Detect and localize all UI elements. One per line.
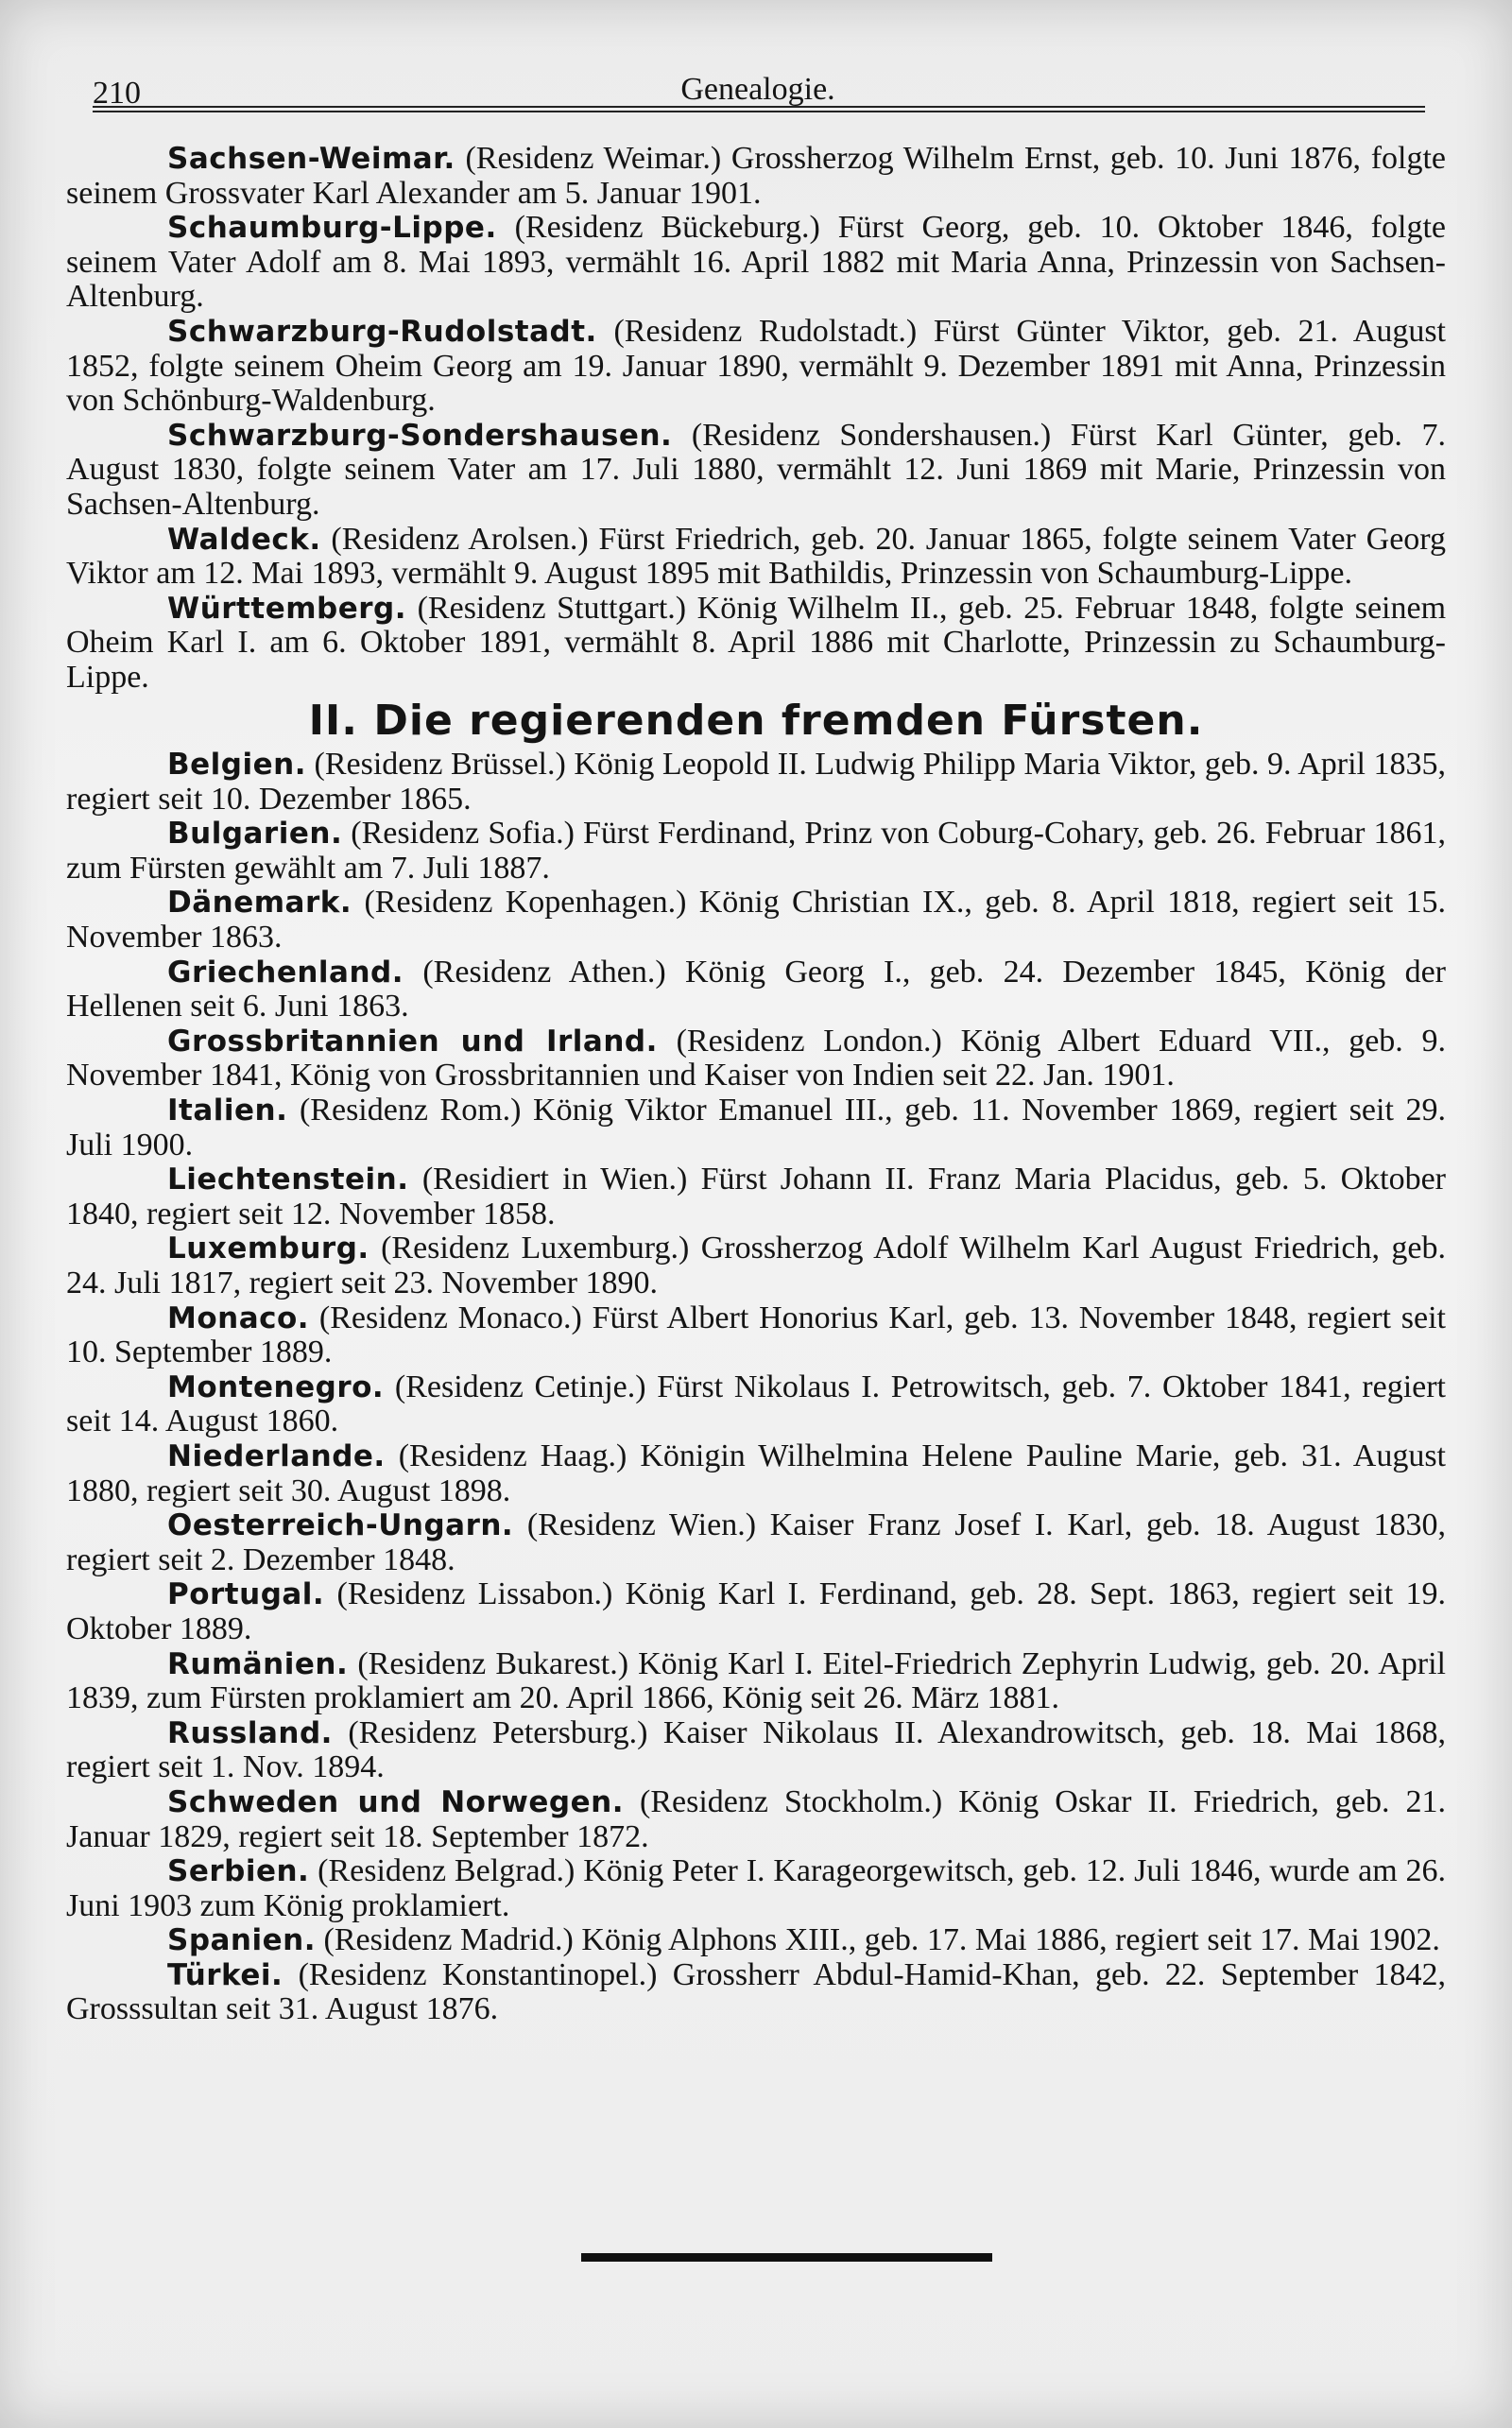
entry-niederlande xyxy=(66,1439,1446,1508)
running-title: Genealogie. xyxy=(680,72,835,107)
country-name: Sachsen-Weimar. xyxy=(167,142,455,176)
entry-text: (Residenz Athen.) König Georg I., geb. 24. Dezember 1845, König der Hellenen seit 6. Juni 1863. xyxy=(66,954,1447,1025)
page-number: 210 xyxy=(93,76,141,111)
country-name: Grossbritannien und Irland. xyxy=(167,1024,658,1059)
entry-wuerttemberg xyxy=(66,592,1446,696)
country-name: Oesterreich-Ungarn. xyxy=(167,1508,514,1543)
entry-text: (Residenz Belgrad.) König Peter I. Karageorgewitsch, geb. 12. Juli 1846, wurde am 26. Juni 1903 zum König proklamiert. xyxy=(66,1853,1446,1923)
entry-text: (Residenz Cetinje.) Fürst Nikolaus I. Petrowitsch, geb. 7. Oktober 1841, regiert seit 14. August 1860. xyxy=(66,1369,1446,1439)
entry-daenemark xyxy=(66,886,1446,955)
entry-serbien xyxy=(66,1854,1446,1923)
country-name: Belgien. xyxy=(167,748,306,783)
country-name: Luxemburg. xyxy=(167,1231,369,1266)
country-name: Griechenland. xyxy=(167,955,404,990)
entry-oesterreich-ungarn xyxy=(66,1508,1446,1577)
entry-text: (Residenz Arolsen.) Fürst Friedrich, geb. 20. Januar 1865, folgte seinem Vater Georg Viktor am 12. Mai 1893, vermählt 9. August 1895 mit Bathildis, Prinzessin von Schaumburg-Lippe. xyxy=(66,521,1446,592)
entry-text: (Residenz London.) König Albert Eduard VII., geb. 9. November 1841, König von Grossbritannien und Kaiser von Indien seit 22. Jan. 1901. xyxy=(66,1023,1446,1093)
country-name: Italien. xyxy=(167,1093,288,1128)
country-name: Rumänien. xyxy=(167,1646,349,1681)
end-rule xyxy=(581,2253,992,2262)
entry-text: (Residenz Luxemburg.) Grossherzog Adolf Wilhelm Karl August Friedrich, geb. 24. Juli 1817, regiert seit 23. November 1890. xyxy=(66,1231,1446,1300)
entry-tuerkei xyxy=(66,1958,1446,2027)
country-name: Montenegro. xyxy=(167,1369,385,1404)
entry-text: (Residenz Stockholm.) König Oskar II. Friedrich, geb. 21. Januar 1829, regiert seit 18. September 1872. xyxy=(66,1783,1446,1854)
header-rule xyxy=(93,106,1425,112)
country-name: Türkei. xyxy=(167,1957,284,1992)
entry-grossbritannien xyxy=(66,1025,1446,1093)
entry-schwarzburg-rudolstadt xyxy=(66,315,1446,419)
text-block xyxy=(66,142,1446,2027)
entry-text: (Residenz Konstantinopel.) Grossherr Abdul-Hamid-Khan, geb. 22. September 1842, Grosssultan seit 31. August 1876. xyxy=(66,1956,1446,2027)
entry-italien xyxy=(66,1093,1446,1162)
entry-schweden-und-norwegen xyxy=(66,1785,1446,1854)
entry-text: (Residenz Weimar.) Grossherzog Wilhelm Ernst, geb. 10. Juni 1876, folgte seinem Grossvater Karl Alexander am 5. Januar 1901. xyxy=(66,141,1447,211)
entry-bulgarien xyxy=(66,817,1446,886)
entry-spanien xyxy=(66,1923,1446,1958)
entry-luxemburg xyxy=(66,1231,1446,1300)
country-name: Russland. xyxy=(167,1715,333,1750)
entry-schaumburg-lippe xyxy=(66,211,1446,315)
country-name: Württemberg. xyxy=(167,591,406,626)
entry-text: (Residenz Bückeburg.) Fürst Georg, geb. 10. Oktober 1846, folgte seinem Vater Adolf am 8. Mai 1893, vermählt 16. April 1882 mit Maria Anna, Prinzessin von Sachsen-Altenburg. xyxy=(66,210,1446,315)
entry-text: (Residenz Kopenhagen.) König Christian IX., geb. 8. April 1818, regiert seit 15. November 1863. xyxy=(66,885,1447,956)
country-name: Dänemark. xyxy=(167,886,352,921)
entry-text: (Residenz Madrid.) König Alphons XIII., geb. 17. Mai 1886, regiert seit 17. Mai 1902. xyxy=(323,1922,1440,1958)
entry-text: (Residenz Sondershausen.) Fürst Karl Günter, geb. 7. August 1830, folgte seinem Vater am 17. Juli 1880, vermählt 12. Juni 1869 mit Marie, Prinzessin von Sachsen-Altenburg. xyxy=(66,417,1446,522)
country-name: Serbien. xyxy=(167,1854,310,1889)
entry-text: (Residenz Petersburg.) Kaiser Nikolaus II. Alexandrowitsch, geb. 18. Mai 1868, regiert seit 1. Nov. 1894. xyxy=(66,1714,1447,1785)
entry-text: (Residenz Stuttgart.) König Wilhelm II., geb. 25. Februar 1848, folgte seinem Oheim Karl I. am 6. Oktober 1891, vermählt 8. April 1886 mit Charlotte, Prinzessin zu Schaumburg-Lippe. xyxy=(66,590,1447,695)
country-name: Monaco. xyxy=(167,1300,310,1335)
country-name: Portugal. xyxy=(167,1577,325,1612)
entry-text: (Residenz Brüssel.) König Leopold II. Ludwig Philipp Maria Viktor, geb. 9. April 1835, regiert seit 10. Dezember 1865. xyxy=(66,747,1447,817)
entry-rumaenien xyxy=(66,1647,1446,1716)
entry-monaco xyxy=(66,1301,1446,1370)
entry-russland xyxy=(66,1716,1446,1785)
section-two-entries xyxy=(66,748,1446,2027)
entry-text: (Residenz Monaco.) Fürst Albert Honorius Karl, geb. 13. November 1848, regiert seit 10. September 1889. xyxy=(66,1300,1446,1370)
entry-griechenland xyxy=(66,956,1446,1025)
entry-text: (Residenz Sofia.) Fürst Ferdinand, Prinz von Coburg-Cohary, geb. 26. Februar 1861, zum Fürsten gewählt am 7. Juli 1887. xyxy=(66,816,1447,886)
country-name: Bulgarien. xyxy=(167,817,343,852)
entry-text: (Residenz Bukarest.) König Karl I. Eitel-Friedrich Zephyrin Ludwig, geb. 20. April 1839, zum Fürsten proklamiert am 20. April 1866, König seit 26. März 1881. xyxy=(66,1645,1446,1716)
entry-liechtenstein xyxy=(66,1162,1446,1231)
country-name: Schweden und Norwegen. xyxy=(167,1784,624,1819)
entry-montenegro xyxy=(66,1370,1446,1439)
country-name: Spanien. xyxy=(167,1923,317,1958)
entry-waldeck xyxy=(66,523,1446,592)
entry-text: (Residenz Lissabon.) König Karl I. Ferdinand, geb. 28. Sept. 1863, regiert seit 19. Oktober 1889. xyxy=(66,1576,1447,1646)
section-one-entries xyxy=(66,142,1446,696)
entry-sachsen-weimar xyxy=(66,142,1446,211)
country-name: Schwarzburg-Sondershausen. xyxy=(167,418,673,453)
entry-text: (Residenz Rudolstadt.) Fürst Günter Viktor, geb. 21. August 1852, folgte seinem Oheim Georg am 19. Januar 1890, vermählt 9. Dezember 1891 mit Anna, Prinzessin von Schönburg-Waldenburg. xyxy=(66,313,1446,419)
country-name: Liechtenstein. xyxy=(167,1162,409,1197)
entry-text: (Residenz Rom.) König Viktor Emanuel III., geb. 11. November 1869, regiert seit 29. Juli 1900. xyxy=(66,1093,1446,1162)
entry-text: (Residiert in Wien.) Fürst Johann II. Franz Maria Placidus, geb. 5. Oktober 1840, regiert seit 12. November 1858. xyxy=(66,1162,1447,1231)
entry-portugal xyxy=(66,1577,1446,1646)
entry-schwarzburg-sondershausen xyxy=(66,419,1446,523)
country-name: Niederlande. xyxy=(167,1438,386,1473)
country-name: Schaumburg-Lippe. xyxy=(167,211,497,246)
country-name: Schwarzburg-Rudolstadt. xyxy=(167,314,597,349)
section-heading: II. Die regierenden fremden Fürsten. xyxy=(308,696,1204,745)
country-name: Waldeck. xyxy=(167,522,321,557)
entry-text: (Residenz Haag.) Königin Wilhelmina Helene Pauline Marie, geb. 31. August 1880, regiert seit 30. August 1898. xyxy=(66,1438,1446,1508)
entry-text: (Residenz Wien.) Kaiser Franz Josef I. Karl, geb. 18. August 1830, regiert seit 2. Dezember 1848. xyxy=(66,1507,1446,1577)
entry-belgien xyxy=(66,748,1446,817)
